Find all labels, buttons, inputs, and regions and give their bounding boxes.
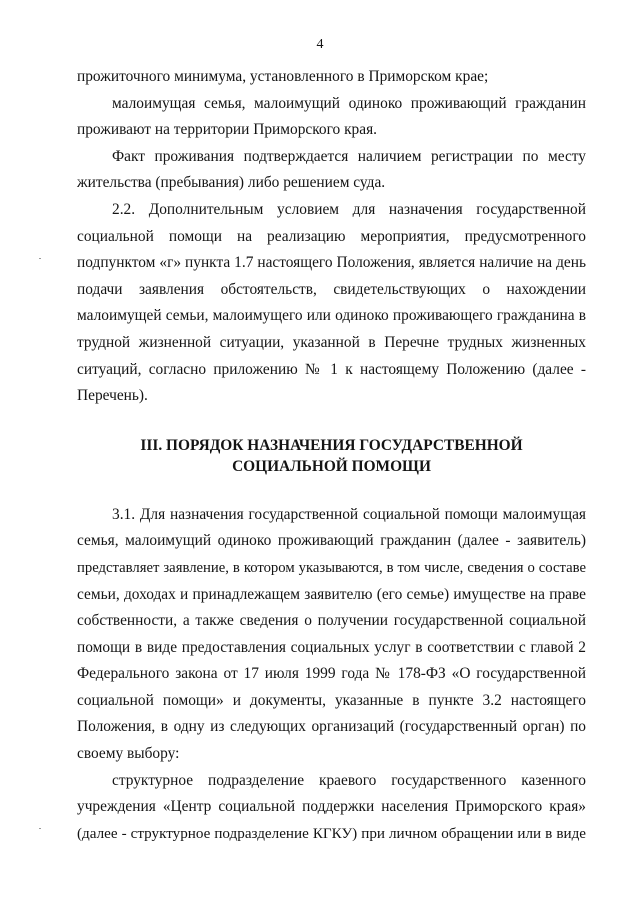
section-heading-line-2: СОЦИАЛЬНОЙ ПОМОЩИ bbox=[232, 457, 431, 475]
text-line: помощи в виде предоставления социальных услуг в соответствии с главой 2 bbox=[77, 638, 586, 656]
text-line: представляет заявление, в котором указываются, в том числе, сведения о составе bbox=[77, 559, 586, 576]
text-line: собственности, а также сведения о получении государственной социальной bbox=[77, 612, 586, 630]
text-line: Положения, в одну из следующих организаций (государственный орган) по bbox=[77, 718, 586, 736]
text-line: социальной помощи» и документы, указанные в пункте 3.2 настоящего bbox=[77, 691, 586, 709]
text-line: семья, малоимущий одиноко проживающий гражданин (далее - заявитель) bbox=[77, 532, 586, 550]
text-line: малоимущей семьи, малоимущего или одиноко проживающего гражданина в bbox=[77, 307, 586, 325]
text-line: 2.2. Дополнительным условием для назначения государственной bbox=[112, 200, 586, 218]
text-line: Федерального закона от 17 июля 1999 года № 178-ФЗ «О государственной bbox=[77, 665, 586, 683]
text-line: малоимущая семья, малоимущий одиноко проживающий гражданин bbox=[112, 94, 586, 112]
section-heading-line-1: III. ПОРЯДОК НАЗНАЧЕНИЯ ГОСУДАРСТВЕННОЙ bbox=[140, 436, 523, 454]
text-line: прожиточного минимума, установленного в Приморском крае; bbox=[77, 68, 489, 85]
text-line: проживают на территории Приморского края. bbox=[77, 121, 378, 139]
page-number: 4 bbox=[316, 37, 324, 52]
document-body bbox=[77, 64, 586, 847]
text-line: трудной жизненной ситуации, указанной в Перечне трудных жизненных bbox=[77, 333, 586, 351]
text-line: своему выбору: bbox=[77, 745, 180, 763]
margin-mark bbox=[39, 258, 41, 259]
text-line: ситуаций, согласно приложению № 1 к настоящему Положению (далее - bbox=[77, 360, 586, 378]
text-line: структурное подразделение краевого государственного казенного bbox=[112, 771, 586, 789]
margin-mark bbox=[39, 828, 41, 829]
text-line: семьи, доходах и принадлежащем заявителю (его семье) имуществе на праве bbox=[77, 585, 586, 603]
text-line: социальной помощи на реализацию мероприятия, предусмотренного bbox=[77, 227, 586, 245]
text-line: Факт проживания подтверждается наличием регистрации по месту bbox=[112, 147, 586, 165]
text-line: подпунктом «г» пункта 1.7 настоящего Положения, является наличие на день bbox=[77, 254, 586, 272]
text-line: (далее - структурное подразделение КГКУ) при личном обращении или в виде bbox=[77, 825, 586, 842]
text-line: 3.1. Для назначения государственной социальной помощи малоимущая bbox=[112, 505, 586, 523]
text-line: подачи заявления обстоятельств, свидетельствующих о нахождении bbox=[77, 280, 586, 298]
text-line: жительства (пребывания) либо решением суда. bbox=[77, 174, 386, 192]
text-line: учреждения «Центр социальной поддержки населения Приморского края» bbox=[77, 798, 586, 816]
text-line: Перечень). bbox=[77, 387, 148, 405]
